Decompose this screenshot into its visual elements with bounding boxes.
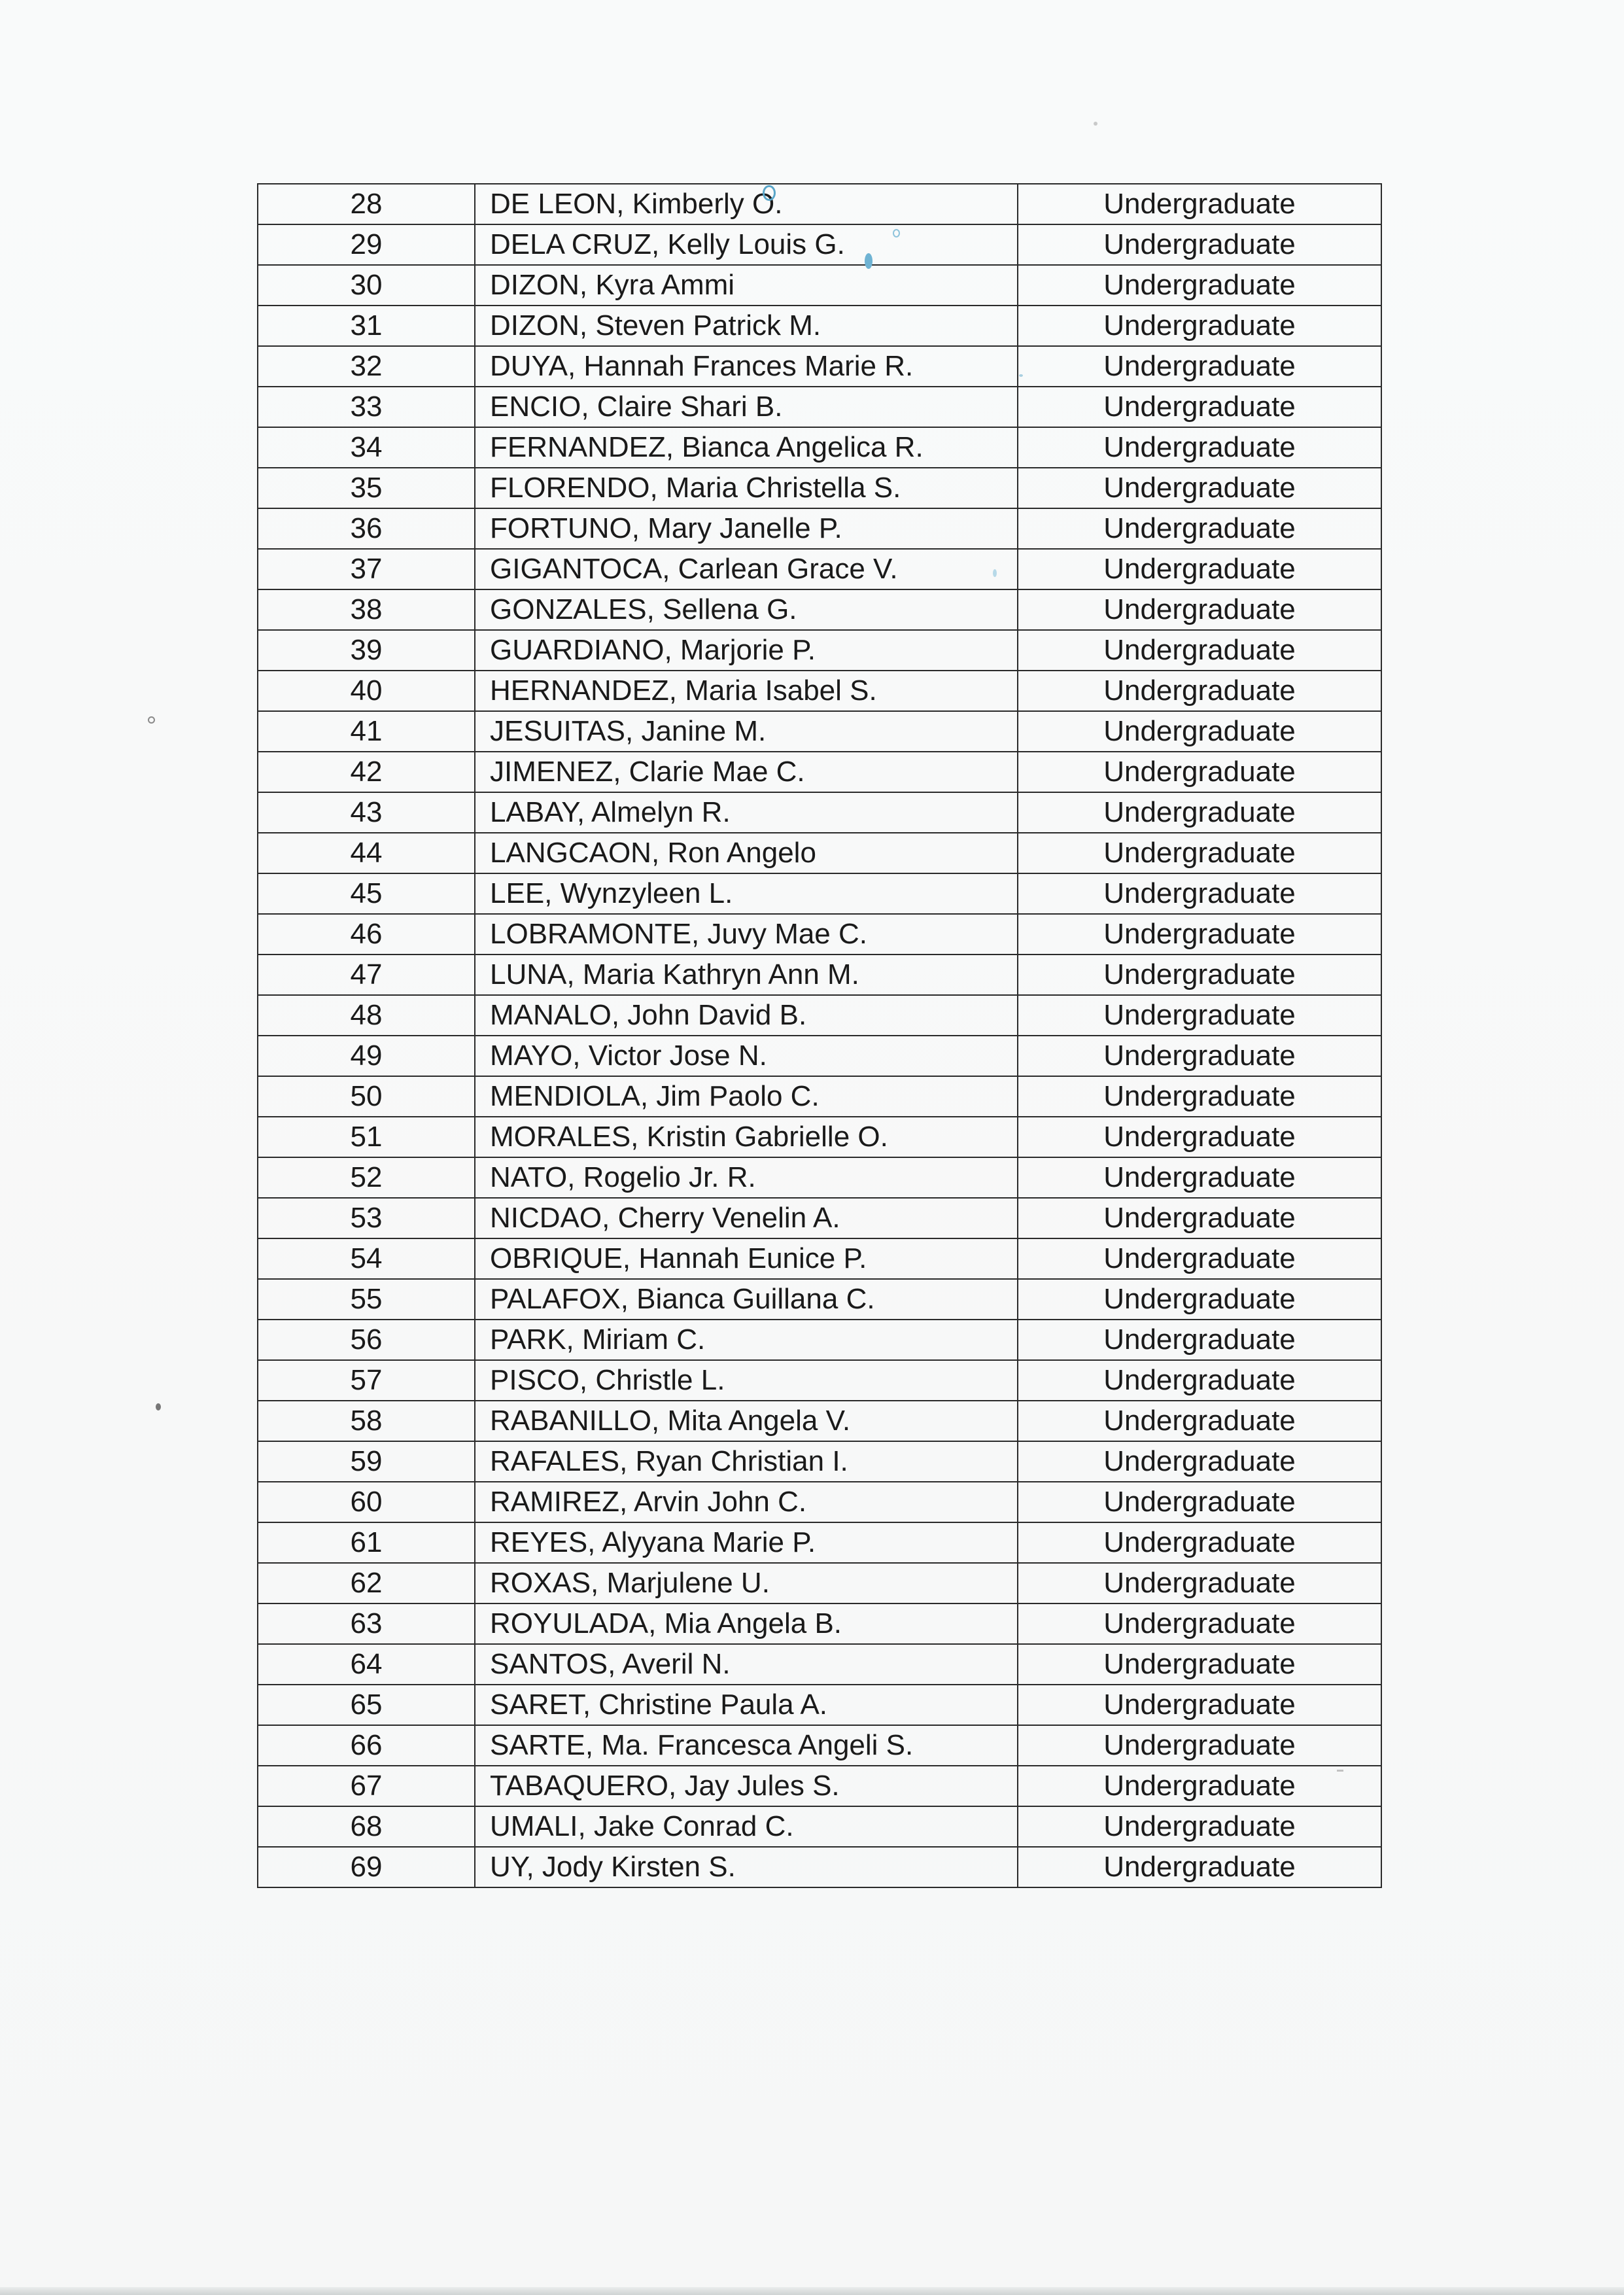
row-number: 66	[258, 1725, 475, 1766]
table-row	[258, 589, 1381, 630]
student-status: Undergraduate	[1018, 1401, 1381, 1441]
table-row	[258, 1076, 1381, 1117]
student-status: Undergraduate	[1018, 1238, 1381, 1279]
table-row	[258, 1685, 1381, 1725]
row-number: 55	[258, 1279, 475, 1320]
student-roster-table	[257, 183, 1382, 1888]
row-number: 39	[258, 630, 475, 671]
dust-speck	[1337, 1770, 1343, 1772]
row-number: 37	[258, 549, 475, 589]
table-row	[258, 1563, 1381, 1603]
table-row	[258, 549, 1381, 589]
table-row	[258, 1806, 1381, 1847]
student-status: Undergraduate	[1018, 1076, 1381, 1117]
student-name: JESUITAS, Janine M.	[475, 711, 1018, 752]
table-row	[258, 1036, 1381, 1076]
student-name: LEE, Wynzyleen L.	[475, 873, 1018, 914]
table-row	[258, 630, 1381, 671]
row-number: 58	[258, 1401, 475, 1441]
table-row	[258, 1238, 1381, 1279]
row-number: 35	[258, 468, 475, 508]
row-number: 47	[258, 955, 475, 995]
student-status: Undergraduate	[1018, 589, 1381, 630]
student-name: FLORENDO, Maria Christella S.	[475, 468, 1018, 508]
row-number: 49	[258, 1036, 475, 1076]
student-status: Undergraduate	[1018, 306, 1381, 346]
table-row	[258, 184, 1381, 224]
student-status: Undergraduate	[1018, 265, 1381, 306]
row-number: 43	[258, 792, 475, 833]
ink-speck	[1019, 374, 1023, 377]
student-status: Undergraduate	[1018, 468, 1381, 508]
row-number: 34	[258, 427, 475, 468]
table-row	[258, 792, 1381, 833]
row-number: 28	[258, 184, 475, 224]
student-status: Undergraduate	[1018, 1482, 1381, 1522]
row-number: 61	[258, 1522, 475, 1563]
row-number: 42	[258, 752, 475, 792]
student-status: Undergraduate	[1018, 508, 1381, 549]
row-number: 50	[258, 1076, 475, 1117]
table-row	[258, 468, 1381, 508]
row-number: 40	[258, 671, 475, 711]
table-row	[258, 346, 1381, 387]
student-status: Undergraduate	[1018, 833, 1381, 873]
student-name: NICDAO, Cherry Venelin A.	[475, 1198, 1018, 1238]
student-status: Undergraduate	[1018, 427, 1381, 468]
row-number: 52	[258, 1157, 475, 1198]
row-number: 29	[258, 224, 475, 265]
student-status: Undergraduate	[1018, 711, 1381, 752]
row-number: 30	[258, 265, 475, 306]
student-status: Undergraduate	[1018, 1563, 1381, 1603]
student-name: PALAFOX, Bianca Guillana C.	[475, 1279, 1018, 1320]
student-status: Undergraduate	[1018, 1603, 1381, 1644]
table-row	[258, 752, 1381, 792]
student-status: Undergraduate	[1018, 792, 1381, 833]
roster-body	[258, 184, 1381, 1887]
row-number: 60	[258, 1482, 475, 1522]
student-name: LUNA, Maria Kathryn Ann M.	[475, 955, 1018, 995]
ink-speck	[763, 185, 776, 201]
student-name: FORTUNO, Mary Janelle P.	[475, 508, 1018, 549]
student-status: Undergraduate	[1018, 224, 1381, 265]
student-name: SARTE, Ma. Francesca Angeli S.	[475, 1725, 1018, 1766]
row-number: 59	[258, 1441, 475, 1482]
table-row	[258, 1603, 1381, 1644]
row-number: 32	[258, 346, 475, 387]
student-name: MANALO, John David B.	[475, 995, 1018, 1036]
row-number: 67	[258, 1766, 475, 1806]
row-number: 41	[258, 711, 475, 752]
student-status: Undergraduate	[1018, 1685, 1381, 1725]
student-name: HERNANDEZ, Maria Isabel S.	[475, 671, 1018, 711]
row-number: 64	[258, 1644, 475, 1685]
student-status: Undergraduate	[1018, 1198, 1381, 1238]
student-status: Undergraduate	[1018, 1644, 1381, 1685]
ink-speck	[865, 253, 872, 269]
student-name: ROYULADA, Mia Angela B.	[475, 1603, 1018, 1644]
table-row	[258, 1198, 1381, 1238]
table-row	[258, 711, 1381, 752]
student-name: DIZON, Steven Patrick M.	[475, 306, 1018, 346]
student-name: GIGANTOCA, Carlean Grace V.	[475, 549, 1018, 589]
student-status: Undergraduate	[1018, 873, 1381, 914]
table-row	[258, 1766, 1381, 1806]
table-row	[258, 1157, 1381, 1198]
student-name: UY, Jody Kirsten S.	[475, 1847, 1018, 1887]
student-name: GONZALES, Sellena G.	[475, 589, 1018, 630]
row-number: 56	[258, 1320, 475, 1360]
student-status: Undergraduate	[1018, 184, 1381, 224]
student-name: JIMENEZ, Clarie Mae C.	[475, 752, 1018, 792]
table-row	[258, 306, 1381, 346]
student-name: UMALI, Jake Conrad C.	[475, 1806, 1018, 1847]
student-name: DIZON, Kyra Ammi	[475, 265, 1018, 306]
student-status: Undergraduate	[1018, 1279, 1381, 1320]
table-row	[258, 1847, 1381, 1887]
student-name: SANTOS, Averil N.	[475, 1644, 1018, 1685]
row-number: 48	[258, 995, 475, 1036]
student-name: DE LEON, Kimberly O.	[475, 184, 1018, 224]
student-status: Undergraduate	[1018, 1766, 1381, 1806]
student-name: PARK, Miriam C.	[475, 1320, 1018, 1360]
student-status: Undergraduate	[1018, 995, 1381, 1036]
table-row	[258, 671, 1381, 711]
student-name: RAFALES, Ryan Christian I.	[475, 1441, 1018, 1482]
row-number: 53	[258, 1198, 475, 1238]
student-status: Undergraduate	[1018, 955, 1381, 995]
dust-speck	[148, 716, 155, 724]
table-row	[258, 224, 1381, 265]
table-row	[258, 427, 1381, 468]
row-number: 33	[258, 387, 475, 427]
student-status: Undergraduate	[1018, 752, 1381, 792]
row-number: 65	[258, 1685, 475, 1725]
student-status: Undergraduate	[1018, 671, 1381, 711]
student-name: MENDIOLA, Jim Paolo C.	[475, 1076, 1018, 1117]
table-row	[258, 833, 1381, 873]
table-row	[258, 1522, 1381, 1563]
table-row	[258, 995, 1381, 1036]
row-number: 69	[258, 1847, 475, 1887]
row-number: 68	[258, 1806, 475, 1847]
student-name: REYES, Alyyana Marie P.	[475, 1522, 1018, 1563]
row-number: 31	[258, 306, 475, 346]
student-status: Undergraduate	[1018, 630, 1381, 671]
table-row	[258, 1360, 1381, 1401]
student-status: Undergraduate	[1018, 1036, 1381, 1076]
ink-speck	[993, 569, 997, 577]
table-row	[258, 1401, 1381, 1441]
student-name: RAMIREZ, Arvin John C.	[475, 1482, 1018, 1522]
student-status: Undergraduate	[1018, 914, 1381, 955]
student-name: DELA CRUZ, Kelly Louis G.	[475, 224, 1018, 265]
student-name: RABANILLO, Mita Angela V.	[475, 1401, 1018, 1441]
student-status: Undergraduate	[1018, 1360, 1381, 1401]
table-row	[258, 1482, 1381, 1522]
table-row	[258, 1279, 1381, 1320]
student-name: NATO, Rogelio Jr. R.	[475, 1157, 1018, 1198]
student-status: Undergraduate	[1018, 1320, 1381, 1360]
row-number: 38	[258, 589, 475, 630]
dust-speck	[156, 1403, 161, 1410]
student-name: LANGCAON, Ron Angelo	[475, 833, 1018, 873]
student-name: ROXAS, Marjulene U.	[475, 1563, 1018, 1603]
table-row	[258, 265, 1381, 306]
student-name: LOBRAMONTE, Juvy Mae C.	[475, 914, 1018, 955]
student-name: GUARDIANO, Marjorie P.	[475, 630, 1018, 671]
row-number: 36	[258, 508, 475, 549]
student-name: TABAQUERO, Jay Jules S.	[475, 1766, 1018, 1806]
table-row	[258, 873, 1381, 914]
student-name: ENCIO, Claire Shari B.	[475, 387, 1018, 427]
table-row	[258, 1441, 1381, 1482]
student-status: Undergraduate	[1018, 1522, 1381, 1563]
student-name: FERNANDEZ, Bianca Angelica R.	[475, 427, 1018, 468]
table-row	[258, 1644, 1381, 1685]
scan-bottom-edge	[0, 2287, 1624, 2295]
row-number: 62	[258, 1563, 475, 1603]
table-row	[258, 1320, 1381, 1360]
student-status: Undergraduate	[1018, 387, 1381, 427]
table-row	[258, 508, 1381, 549]
student-status: Undergraduate	[1018, 1847, 1381, 1887]
row-number: 63	[258, 1603, 475, 1644]
student-name: MORALES, Kristin Gabrielle O.	[475, 1117, 1018, 1157]
row-number: 57	[258, 1360, 475, 1401]
student-status: Undergraduate	[1018, 1117, 1381, 1157]
student-name: PISCO, Christle L.	[475, 1360, 1018, 1401]
table-row	[258, 914, 1381, 955]
row-number: 54	[258, 1238, 475, 1279]
student-status: Undergraduate	[1018, 1725, 1381, 1766]
student-name: DUYA, Hannah Frances Marie R.	[475, 346, 1018, 387]
row-number: 51	[258, 1117, 475, 1157]
table-row	[258, 1117, 1381, 1157]
student-name: OBRIQUE, Hannah Eunice P.	[475, 1238, 1018, 1279]
row-number: 46	[258, 914, 475, 955]
student-status: Undergraduate	[1018, 1806, 1381, 1847]
student-status: Undergraduate	[1018, 1441, 1381, 1482]
student-status: Undergraduate	[1018, 1157, 1381, 1198]
table-row	[258, 955, 1381, 995]
ink-speck	[893, 229, 900, 237]
student-name: LABAY, Almelyn R.	[475, 792, 1018, 833]
row-number: 45	[258, 873, 475, 914]
row-number: 44	[258, 833, 475, 873]
table-row	[258, 387, 1381, 427]
student-status: Undergraduate	[1018, 346, 1381, 387]
student-status: Undergraduate	[1018, 549, 1381, 589]
table-row	[258, 1725, 1381, 1766]
student-name: SARET, Christine Paula A.	[475, 1685, 1018, 1725]
dust-speck	[1094, 122, 1097, 126]
student-name: MAYO, Victor Jose N.	[475, 1036, 1018, 1076]
